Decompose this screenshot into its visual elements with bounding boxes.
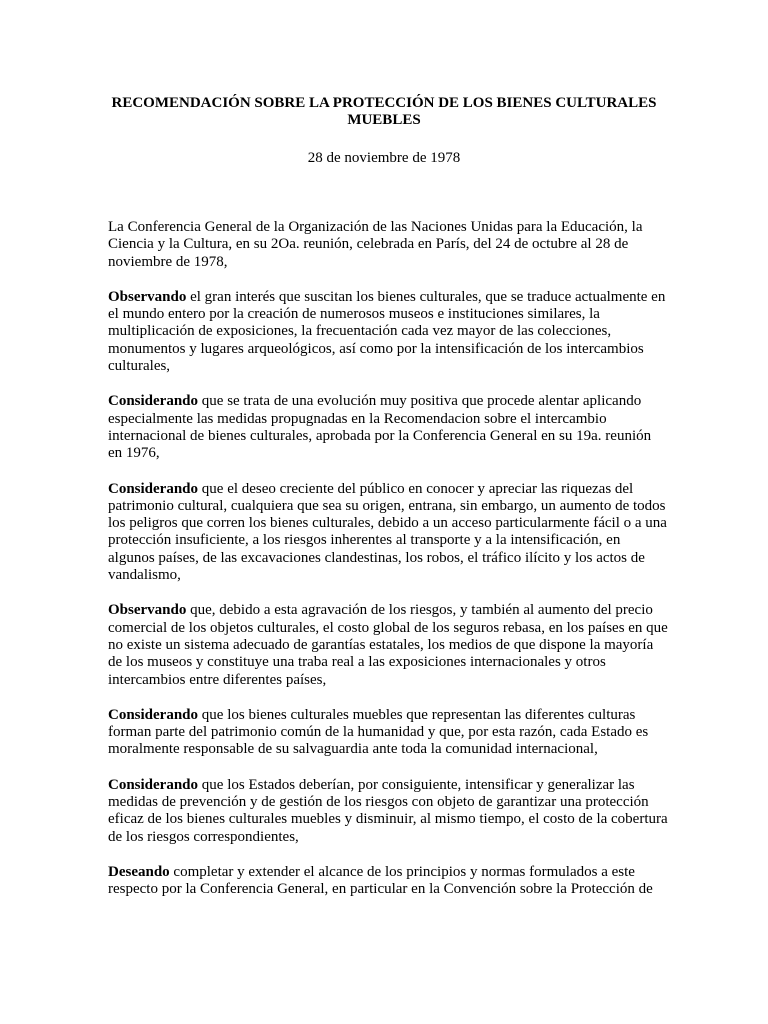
paragraph-text: que, debido a esta agravación de los riesgos, y también al aumento del precio comercial de los objetos culturales, el costo global de los seguros rebasa, en los países en que no existe un sistema adecuado de garantías estatales, los medios de que dispone la mayoría de los museos y constituye una traba real a las exposiciones internacionales y otros intercambios entre diferentes países,: [108, 602, 668, 688]
paragraph-considerando-2: [108, 481, 668, 585]
paragraph-considerando-3: [108, 707, 668, 759]
paragraph-text: completar y extender el alcance de los principios y normas formulados a este respecto por la Conferencia General, en particular en la Convención sobre la Protección de: [108, 863, 653, 898]
paragraph-preamble: [108, 219, 668, 271]
paragraph-lead: Observando: [108, 288, 187, 305]
paragraph-observando-2: [108, 602, 668, 688]
paragraph-lead: Observando: [108, 602, 187, 619]
paragraph-text: que se trata de una evolución muy positiva que procede alentar aplicando especialmente las medidas propugnadas en la Recomendacion sobre el intercambio internacional de bienes culturales, aprobada por la Conferencia General en su 19a. reunión en 1976,: [108, 393, 652, 462]
paragraph-text: que los bienes culturales muebles que representan las diferentes culturas forman parte del patrimonio común de la humanidad y que, por esta razón, cada Estado es moralmente responsable de su salvaguardia ante toda la comunidad internacional,: [108, 706, 649, 758]
document-title: RECOMENDACIÓN SOBRE LA PROTECCIÓN DE LOS BIENES CULTURALES MUEBLES: [111, 95, 657, 128]
document-body: [108, 219, 668, 917]
document-date: 28 de noviembre de 1978: [307, 150, 461, 166]
paragraph-lead: Considerando: [108, 393, 199, 410]
paragraph-lead: Considerando: [108, 776, 199, 793]
paragraph-lead: Considerando: [108, 706, 199, 723]
paragraph-deseando: [108, 864, 668, 899]
paragraph-text: La Conferencia General de la Organización de las Naciones Unidas para la Educación, la Ciencia y la Cultura, en su 2Oa. reunión, celebrada en París, del 24 de octubre al 28 de noviembre de 1978,: [108, 219, 643, 270]
paragraph-text: el gran interés que suscitan los bienes culturales, que se traduce actualmente en el mundo entero por la creación de numerosos museos e instituciones similares, la multiplicación de exposiciones, la frecuentación cada vez mayor de las colecciones, monumentos y lugares arqueológicos, así como por la intensificación de los intercambios culturales,: [108, 288, 666, 375]
paragraph-lead: Considerando: [108, 480, 199, 497]
paragraph-considerando-1: [108, 393, 668, 462]
paragraph-text: que el deseo creciente del público en conocer y apreciar las riquezas del patrimonio cultural, cualquiera que sea su origen, entrana, sin embargo, un aumento de todos los peligros que corren los bienes culturales, debido a un acceso particularmente fácil o a una protección insuficiente, a los riesgos inherentes al transporte y a la intensificación, en algunos países, de las excavaciones clandestinas, los robos, el tráfico ilícito y los actos de vandalismo,: [108, 480, 667, 584]
paragraph-text: que los Estados deberían, por consiguiente, intensificar y generalizar las medidas de prevención y de gestión de los riesgos con objeto de garantizar una protección eficaz de los bienes culturales muebles y disminuir, al mismo tiempo, el costo de la cobertura de los riesgos correspondientes,: [108, 776, 668, 845]
paragraph-considerando-4: [108, 777, 668, 846]
paragraph-lead: Deseando: [108, 863, 170, 880]
paragraph-observando-1: [108, 289, 668, 375]
